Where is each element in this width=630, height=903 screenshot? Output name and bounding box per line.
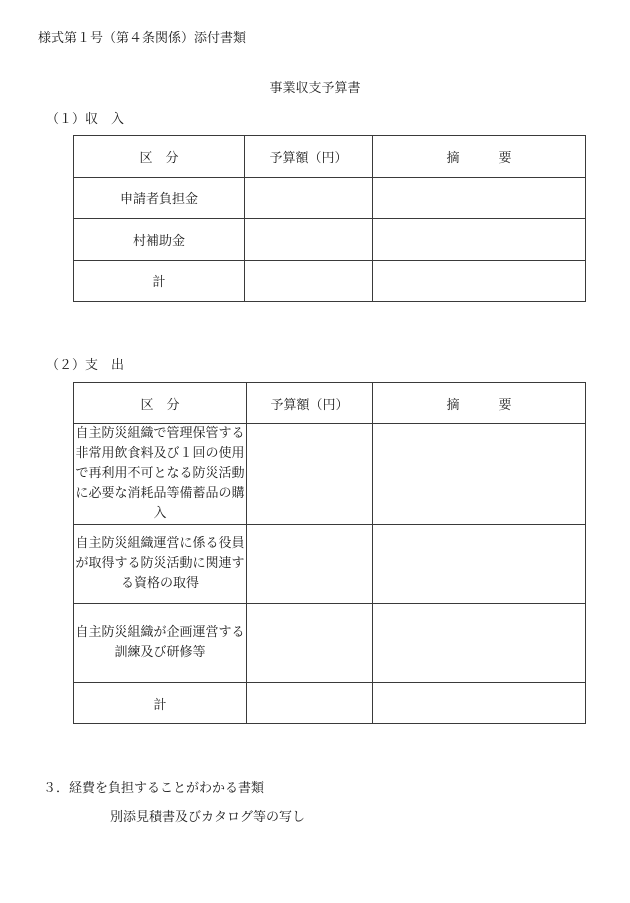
expense-amount-cell[interactable] <box>247 424 373 525</box>
income-note-cell[interactable] <box>373 177 586 219</box>
income-header-row <box>74 136 586 178</box>
table-row <box>74 604 586 683</box>
expense-total-label: 計 <box>74 683 247 724</box>
column-header-amount: 予算額（円） <box>247 383 373 424</box>
expense-category-cell: 自主防災組織で管理保管する非常用飲食料及び１回の使用で再利用不可となる防災活動に必要な消耗品等備蓄品の購入 <box>74 424 247 525</box>
income-category-cell: 申請者負担金 <box>74 177 245 219</box>
table-row <box>74 177 586 219</box>
expense-total-note-cell[interactable] <box>373 683 586 724</box>
expense-header-row <box>74 383 586 424</box>
income-note-cell[interactable] <box>373 219 586 261</box>
table-row <box>74 424 586 525</box>
income-total-label: 計 <box>74 260 245 302</box>
income-table <box>73 135 586 302</box>
expense-note-cell[interactable] <box>373 424 586 525</box>
expense-section-heading: （２）支 出 <box>46 358 125 373</box>
column-header-category: 区 分 <box>74 136 245 178</box>
income-section-heading: （１）収 入 <box>46 112 125 127</box>
column-header-amount: 予算額（円） <box>245 136 373 178</box>
expense-amount-cell[interactable] <box>247 525 373 604</box>
expense-category-cell: 自主防災組織運営に係る役員が取得する防災活動に関連する資格の取得 <box>74 525 247 604</box>
income-amount-cell[interactable] <box>245 177 373 219</box>
form-label: 様式第１号（第４条関係）添付書類 <box>38 31 247 46</box>
income-total-amount-cell[interactable] <box>245 260 373 302</box>
column-header-category: 区 分 <box>74 383 247 424</box>
income-total-note-cell[interactable] <box>373 260 586 302</box>
expense-category-cell: 自主防災組織が企画運営する訓練及び研修等 <box>74 604 247 683</box>
document-title: 事業収支予算書 <box>269 81 361 96</box>
column-header-note: 摘 要 <box>373 383 586 424</box>
expense-note-cell[interactable] <box>373 525 586 604</box>
table-row <box>74 683 586 724</box>
table-row <box>74 525 586 604</box>
column-header-note: 摘 要 <box>373 136 586 178</box>
expense-table <box>73 382 586 724</box>
income-category-cell: 村補助金 <box>74 219 245 261</box>
supporting-documents-heading: ３．経費を負担することがわかる書類 <box>43 781 265 796</box>
income-amount-cell[interactable] <box>245 219 373 261</box>
expense-amount-cell[interactable] <box>247 604 373 683</box>
table-row <box>74 260 586 302</box>
table-row <box>74 219 586 261</box>
expense-total-amount-cell[interactable] <box>247 683 373 724</box>
expense-note-cell[interactable] <box>373 604 586 683</box>
supporting-documents-note: 別添見積書及びカタログ等の写し <box>110 810 306 825</box>
